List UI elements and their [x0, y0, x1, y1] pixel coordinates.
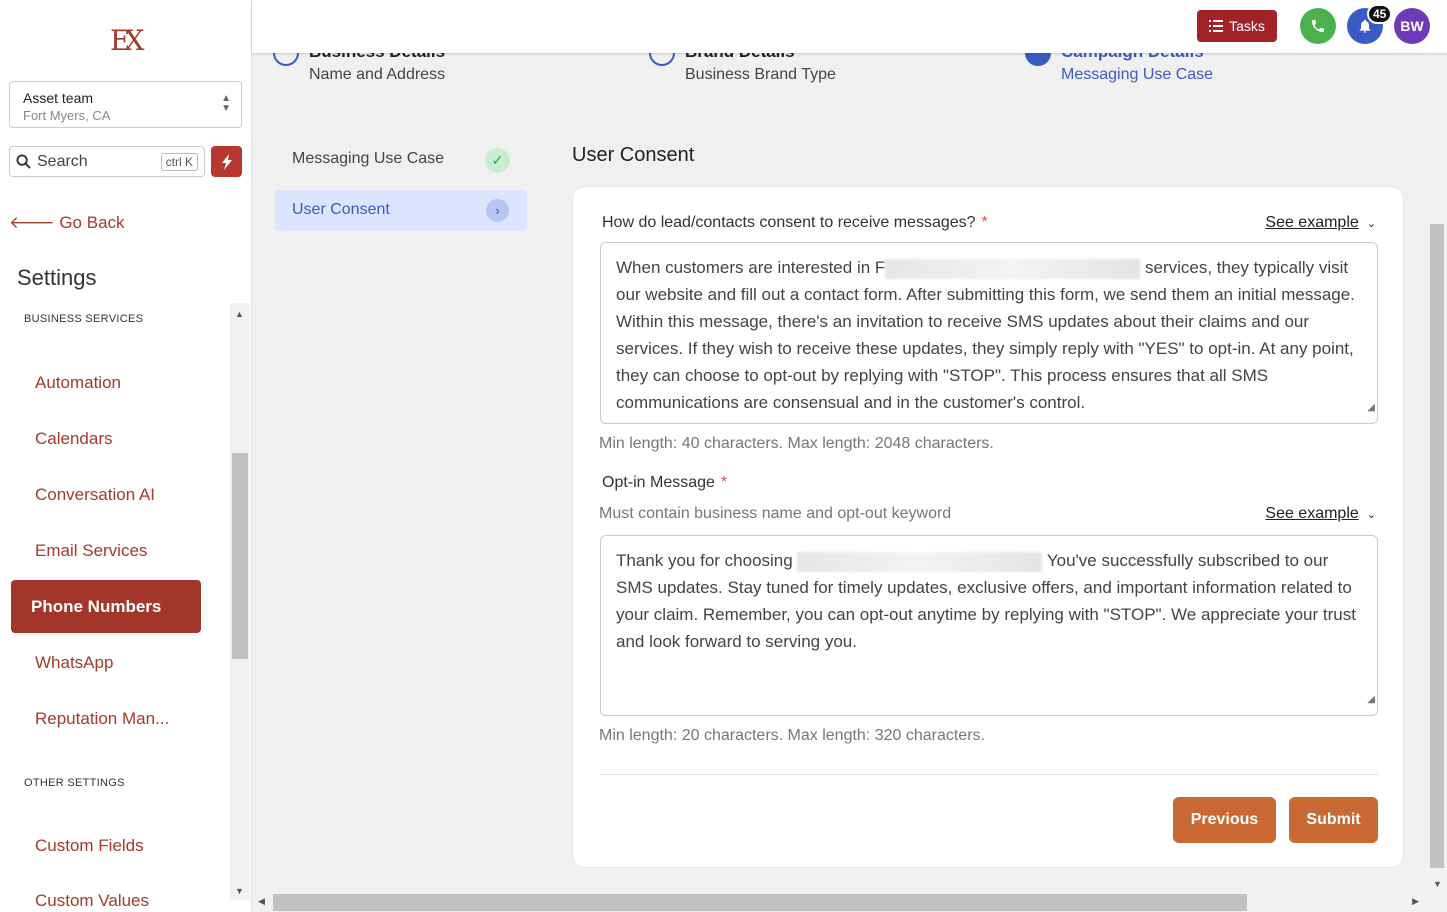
nav-item-automation[interactable]: Automation — [35, 373, 121, 392]
see-example-link-2[interactable] — [1265, 505, 1376, 523]
chevron-updown-icon: ▲ ▼ — [221, 93, 231, 114]
lightning-icon — [221, 154, 233, 170]
sidebar-scroll-thumb[interactable] — [232, 453, 248, 659]
see-example-label: See example — [1265, 505, 1359, 522]
search-shortcut: ctrl K — [161, 153, 198, 171]
optin-label-text: Opt-in Message — [602, 474, 715, 491]
scroll-left-arrow[interactable]: ◀ — [258, 896, 265, 906]
nav-item-whatsapp[interactable]: WhatsApp — [35, 653, 114, 672]
consent-text-rest: services, they typically visit our website and fill out a contact form. After submitting this form, we send them an initial message. Within this message, there's an invitation to receive SMS updates about their claims and our services. If they wish to receive these updates, they simply reply with "YES" to opt-in. At any point, they can choose to opt-out by replying with "STOP". This process ensures that all SMS communications are consensual and in the customer's control. — [616, 258, 1355, 412]
subnav-user-consent[interactable] — [275, 190, 527, 231]
resize-handle-icon[interactable]: ◢ — [1367, 402, 1375, 413]
tasks-button[interactable] — [1197, 10, 1277, 42]
phone-icon — [1310, 18, 1326, 34]
consent-question-text: How do lead/contacts consent to receive messages? — [602, 214, 976, 231]
redacted-text — [885, 259, 1140, 279]
chevron-down-icon: ⌄ — [1366, 218, 1376, 230]
previous-button[interactable]: Previous — [1173, 797, 1276, 843]
divider — [600, 774, 1378, 775]
optin-label — [602, 474, 727, 492]
scroll-down-arrow[interactable]: ▼ — [235, 886, 244, 896]
sidebar — [0, 0, 252, 912]
submit-button[interactable]: Submit — [1289, 797, 1378, 843]
main-horizontal-scrollbar[interactable] — [252, 893, 1427, 912]
account-name: Asset team — [23, 90, 94, 106]
nav-item-email-services[interactable]: Email Services — [35, 541, 148, 560]
step-subtitle: Business Brand Type — [685, 66, 836, 83]
settings-nav — [0, 303, 230, 910]
search-placeholder: Search — [37, 152, 88, 170]
search-input[interactable] — [9, 146, 205, 177]
scroll-right-arrow[interactable]: ▶ — [1412, 896, 1419, 906]
main-scroll-thumb[interactable] — [1430, 224, 1444, 868]
sidebar-scrollbar[interactable] — [230, 303, 250, 900]
required-mark: * — [720, 474, 728, 491]
nav-item-conversation-ai[interactable]: Conversation AI — [35, 485, 156, 504]
see-example-link-1[interactable] — [1265, 214, 1376, 232]
main-vertical-scrollbar[interactable] — [1427, 53, 1447, 893]
optin-text-rest: You've successfully subscribed to our SMS updates. Stay tuned for timely updates, exclusive offers, and important information related to your claim. Remember, you can opt-out anytime by replying with "STOP". We appreciate your trust and look forward to serving you. — [616, 551, 1356, 651]
chevron-right-icon: › — [486, 199, 509, 222]
step-subtitle: Messaging Use Case — [1061, 66, 1214, 83]
optin-sublabel: Must contain business name and opt-out keyword — [599, 505, 952, 522]
consent-text-start: When customers are interested in F — [616, 258, 886, 277]
nav-item-calendars[interactable]: Calendars — [35, 429, 113, 448]
scroll-up-arrow[interactable]: ▲ — [235, 309, 244, 319]
consent-card — [572, 186, 1404, 868]
required-mark: * — [981, 214, 988, 231]
account-switcher[interactable] — [9, 81, 242, 128]
settings-title: Settings — [17, 265, 97, 290]
quick-action-button[interactable] — [211, 146, 242, 177]
section-business-services: BUSINESS SERVICES — [24, 313, 144, 325]
optin-text-start: Thank you for choosing — [616, 551, 793, 570]
nav-item-custom-fields[interactable]: Custom Fields — [35, 836, 144, 855]
resize-handle-icon[interactable]: ◢ — [1367, 694, 1375, 705]
scroll-down-arrow[interactable]: ▼ — [1433, 879, 1442, 889]
search-icon — [16, 154, 31, 169]
horizontal-scroll-thumb[interactable] — [273, 894, 1247, 911]
nav-item-reputation[interactable]: Reputation Man... — [35, 709, 170, 728]
list-icon — [1209, 20, 1223, 32]
nav-item-custom-values[interactable]: Custom Values — [35, 891, 150, 910]
nav-item-phone-numbers[interactable]: Phone Numbers — [11, 580, 201, 633]
account-location: Fort Myers, CA — [23, 108, 111, 123]
logo: EX — [110, 24, 139, 57]
consent-textarea[interactable] — [600, 242, 1378, 424]
subnav-messaging-use-case[interactable]: Messaging Use Case — [292, 150, 445, 167]
avatar[interactable]: BW — [1394, 8, 1430, 44]
optin-textarea[interactable] — [600, 535, 1378, 716]
consent-hint: Min length: 40 characters. Max length: 2048 characters. — [599, 435, 994, 452]
go-back-label: Go Back — [59, 213, 125, 232]
chevron-down-icon: ⌄ — [1366, 509, 1376, 521]
phone-button[interactable] — [1300, 8, 1336, 44]
section-other-settings: OTHER SETTINGS — [24, 777, 125, 789]
optin-hint: Min length: 20 characters. Max length: 320 characters. — [599, 727, 985, 744]
arrow-left-icon: 🡐 — [9, 213, 55, 232]
page-title: User Consent — [572, 144, 695, 166]
top-bar — [252, 0, 1447, 53]
subnav-user-consent-label: User Consent — [292, 201, 390, 218]
notification-badge: 45 — [1367, 4, 1392, 24]
go-back-link[interactable] — [9, 213, 125, 233]
check-icon: ✓ — [485, 148, 510, 173]
redacted-text — [797, 552, 1042, 572]
see-example-label: See example — [1265, 214, 1359, 231]
consent-question-label — [602, 214, 988, 232]
step-subtitle: Name and Address — [309, 66, 446, 83]
tasks-label: Tasks — [1229, 18, 1265, 34]
